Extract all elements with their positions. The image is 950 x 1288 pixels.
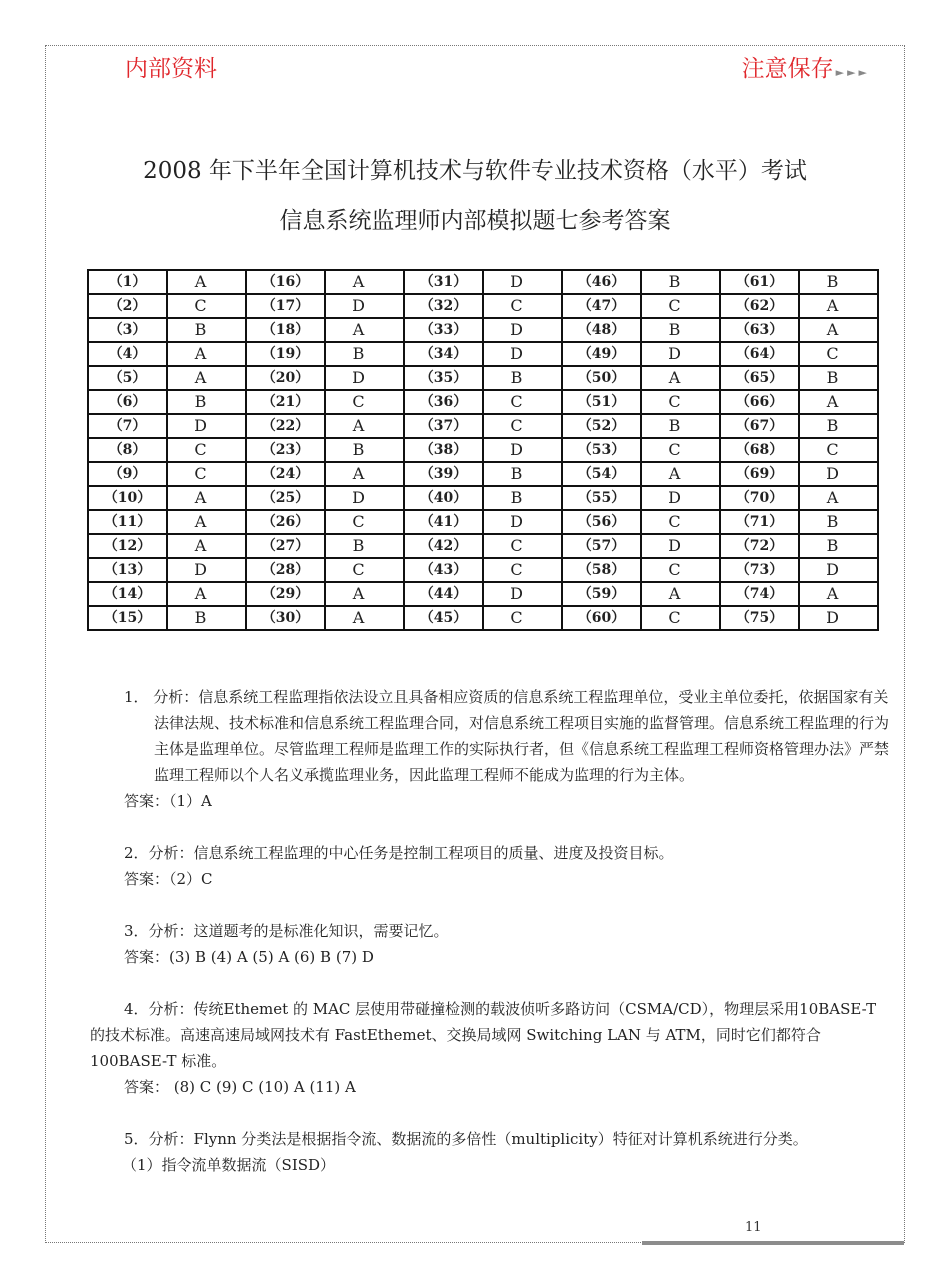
question-number: （54） bbox=[562, 462, 641, 486]
table-row bbox=[88, 462, 878, 486]
answer-value: B bbox=[641, 318, 720, 342]
question-number: （53） bbox=[562, 438, 641, 462]
answer-value: B bbox=[325, 438, 404, 462]
doc-title-line1: 2008 年下半年全国计算机技术与软件专业技术资格（水平）考试 bbox=[143, 158, 807, 184]
question-number: （68） bbox=[720, 438, 799, 462]
question-number: （34） bbox=[404, 342, 483, 366]
answer-value: B bbox=[167, 390, 246, 414]
question-number: （9） bbox=[88, 462, 167, 486]
question-number: （15） bbox=[88, 606, 167, 630]
answer-value: D bbox=[483, 510, 562, 534]
question-number: （28） bbox=[246, 558, 325, 582]
table-row bbox=[88, 486, 878, 510]
question-number: （38） bbox=[404, 438, 483, 462]
question-number: （45） bbox=[404, 606, 483, 630]
question-number: （25） bbox=[246, 486, 325, 510]
question-number: （49） bbox=[562, 342, 641, 366]
answer-value: C bbox=[483, 558, 562, 582]
q2-analysis: 2．分析：信息系统工程监理的中心任务是控制工程项目的质量、进度及投资目标。 bbox=[124, 844, 674, 862]
question-number: （65） bbox=[720, 366, 799, 390]
question-number: （58） bbox=[562, 558, 641, 582]
arrow-icon: ►►► bbox=[835, 66, 870, 79]
answer-value: D bbox=[799, 606, 878, 630]
question-number: （46） bbox=[562, 270, 641, 294]
question-number: （73） bbox=[720, 558, 799, 582]
answer-value: C bbox=[167, 438, 246, 462]
answer-value: C bbox=[641, 606, 720, 630]
header-internal-label: 内部资料 bbox=[125, 56, 217, 82]
question-number: （48） bbox=[562, 318, 641, 342]
question-number: （1） bbox=[88, 270, 167, 294]
answer-value: D bbox=[483, 582, 562, 606]
question-number: （20） bbox=[246, 366, 325, 390]
question-number: （23） bbox=[246, 438, 325, 462]
question-number: （17） bbox=[246, 294, 325, 318]
question-number: （74） bbox=[720, 582, 799, 606]
question-number: （40） bbox=[404, 486, 483, 510]
question-number: （18） bbox=[246, 318, 325, 342]
answer-table bbox=[87, 269, 879, 631]
answer-value: D bbox=[483, 342, 562, 366]
answer-value: A bbox=[325, 414, 404, 438]
question-number: （22） bbox=[246, 414, 325, 438]
answer-value: C bbox=[167, 294, 246, 318]
question-number: （24） bbox=[246, 462, 325, 486]
answer-value: B bbox=[483, 366, 562, 390]
q5-analysis: 5．分析：Flynn 分类法是根据指令流、数据流的多倍性（multiplicity）特征对计算机系统进行分类。 bbox=[124, 1130, 808, 1148]
question-number: （72） bbox=[720, 534, 799, 558]
question-number: （52） bbox=[562, 414, 641, 438]
question-number: （69） bbox=[720, 462, 799, 486]
table-row bbox=[88, 294, 878, 318]
page-number: 11 bbox=[745, 1220, 762, 1235]
question-number: （3） bbox=[88, 318, 167, 342]
question-number: （11） bbox=[88, 510, 167, 534]
question-number: （21） bbox=[246, 390, 325, 414]
question-number: （7） bbox=[88, 414, 167, 438]
question-number: （33） bbox=[404, 318, 483, 342]
answer-value: B bbox=[483, 462, 562, 486]
question-number: （19） bbox=[246, 342, 325, 366]
question-number: （43） bbox=[404, 558, 483, 582]
answer-value: A bbox=[799, 318, 878, 342]
answer-value: D bbox=[799, 558, 878, 582]
question-number: （10） bbox=[88, 486, 167, 510]
question-number: （51） bbox=[562, 390, 641, 414]
table-row bbox=[88, 390, 878, 414]
answer-value: C bbox=[483, 414, 562, 438]
answer-value: A bbox=[325, 318, 404, 342]
question-number: （70） bbox=[720, 486, 799, 510]
answer-value: C bbox=[799, 438, 878, 462]
answer-value: A bbox=[641, 582, 720, 606]
answer-value: C bbox=[325, 558, 404, 582]
analysis-section bbox=[90, 684, 895, 1178]
answer-value: C bbox=[167, 462, 246, 486]
question-number: （55） bbox=[562, 486, 641, 510]
question-number: （27） bbox=[246, 534, 325, 558]
q4-analysis: 4．分析：传统Ethemet 的 MAC 层使用带碰撞检测的载波侦听多路访问（CSMA/CD），物理层采用10BASE-T 的技术标准。高速高速局域网技术有 FastEthemet、交换局域网 Switching LAN 与 ATM，同时它们都符合 100BASE-T 标准。 bbox=[90, 1000, 877, 1070]
answer-value: A bbox=[325, 606, 404, 630]
question-number: （75） bbox=[720, 606, 799, 630]
answer-value: A bbox=[167, 270, 246, 294]
answer-value: C bbox=[483, 294, 562, 318]
answer-value: A bbox=[799, 582, 878, 606]
answer-value: C bbox=[483, 390, 562, 414]
question-number: （13） bbox=[88, 558, 167, 582]
question-number: （41） bbox=[404, 510, 483, 534]
answer-value: B bbox=[167, 606, 246, 630]
question-number: （8） bbox=[88, 438, 167, 462]
answer-value: A bbox=[167, 366, 246, 390]
answer-value: D bbox=[325, 294, 404, 318]
q2-answer: 答案：（2）C bbox=[124, 870, 213, 888]
table-row bbox=[88, 270, 878, 294]
answer-value: A bbox=[167, 486, 246, 510]
answer-value: A bbox=[799, 390, 878, 414]
answer-value: D bbox=[483, 318, 562, 342]
question-number: （71） bbox=[720, 510, 799, 534]
table-row bbox=[88, 606, 878, 630]
question-number: （12） bbox=[88, 534, 167, 558]
answer-value: D bbox=[641, 342, 720, 366]
answer-value: B bbox=[483, 486, 562, 510]
table-row bbox=[88, 342, 878, 366]
answer-value: A bbox=[325, 270, 404, 294]
question-number: （35） bbox=[404, 366, 483, 390]
question-number: （60） bbox=[562, 606, 641, 630]
answer-value: A bbox=[167, 342, 246, 366]
answer-value: A bbox=[641, 366, 720, 390]
question-number: （14） bbox=[88, 582, 167, 606]
answer-value: C bbox=[641, 390, 720, 414]
answer-value: B bbox=[799, 270, 878, 294]
question-number: （56） bbox=[562, 510, 641, 534]
table-row bbox=[88, 534, 878, 558]
answer-value: A bbox=[799, 486, 878, 510]
answer-value: C bbox=[483, 534, 562, 558]
answer-value: A bbox=[167, 510, 246, 534]
answer-value: A bbox=[641, 462, 720, 486]
answer-table-body bbox=[88, 270, 878, 630]
question-number: （57） bbox=[562, 534, 641, 558]
answer-value: B bbox=[799, 414, 878, 438]
question-number: （5） bbox=[88, 366, 167, 390]
answer-value: C bbox=[641, 294, 720, 318]
question-number: （50） bbox=[562, 366, 641, 390]
question-number: （36） bbox=[404, 390, 483, 414]
question-number: （39） bbox=[404, 462, 483, 486]
answer-value: B bbox=[325, 342, 404, 366]
answer-value: C bbox=[641, 558, 720, 582]
answer-value: A bbox=[325, 462, 404, 486]
question-number: （31） bbox=[404, 270, 483, 294]
answer-value: A bbox=[799, 294, 878, 318]
q1-analysis: 1． 分析：信息系统工程监理指依法设立且具备相应资质的信息系统工程监理单位，受业主单位委托，依据国家有关法律法规、技术标准和信息系统工程监理合同，对信息系统工程项目实施的监督管理。信息系统工程监理的行为主体是监理单位。尽管监理工程师是监理工作的实际执行者，但《信息系统工程监理工程师资格管理办法》严禁监理工程师以个人名义承揽监理业务，因此监理工程师不能成为监理的行为主体。 bbox=[124, 688, 890, 784]
answer-value: D bbox=[641, 534, 720, 558]
question-number: （67） bbox=[720, 414, 799, 438]
question-number: （32） bbox=[404, 294, 483, 318]
answer-value: B bbox=[641, 414, 720, 438]
answer-value: A bbox=[167, 534, 246, 558]
answer-value: C bbox=[799, 342, 878, 366]
q1-answer: 答案：（1）A bbox=[124, 792, 212, 810]
header-keep-text: 注意保存 bbox=[741, 56, 834, 82]
answer-value: B bbox=[799, 366, 878, 390]
answer-value: D bbox=[167, 414, 246, 438]
table-row bbox=[88, 558, 878, 582]
question-number: （66） bbox=[720, 390, 799, 414]
question-number: （42） bbox=[404, 534, 483, 558]
question-number: （64） bbox=[720, 342, 799, 366]
answer-value: D bbox=[799, 462, 878, 486]
question-number: （2） bbox=[88, 294, 167, 318]
answer-value: C bbox=[325, 390, 404, 414]
answer-value: A bbox=[167, 582, 246, 606]
answer-value: D bbox=[641, 486, 720, 510]
table-row bbox=[88, 318, 878, 342]
question-number: （37） bbox=[404, 414, 483, 438]
answer-value: C bbox=[641, 510, 720, 534]
answer-value: B bbox=[799, 510, 878, 534]
answer-value: B bbox=[325, 534, 404, 558]
q3-analysis: 3．分析：这道题考的是标准化知识，需要记忆。 bbox=[124, 922, 449, 940]
table-row bbox=[88, 438, 878, 462]
table-row bbox=[88, 582, 878, 606]
question-number: （61） bbox=[720, 270, 799, 294]
q4-answer: 答案： (8) C (9) C (10) A (11) A bbox=[124, 1078, 356, 1096]
question-number: （30） bbox=[246, 606, 325, 630]
question-number: （62） bbox=[720, 294, 799, 318]
question-number: （29） bbox=[246, 582, 325, 606]
answer-value: B bbox=[641, 270, 720, 294]
answer-value: D bbox=[167, 558, 246, 582]
answer-value: D bbox=[483, 270, 562, 294]
answer-value: D bbox=[325, 486, 404, 510]
footer-bar bbox=[642, 1241, 904, 1245]
q3-answer: 答案：(3) B (4) A (5) A (6) B (7) D bbox=[124, 948, 374, 966]
answer-value: A bbox=[325, 582, 404, 606]
answer-value: C bbox=[641, 438, 720, 462]
question-number: （63） bbox=[720, 318, 799, 342]
answer-value: B bbox=[799, 534, 878, 558]
header-keep-label bbox=[742, 50, 870, 83]
answer-value: C bbox=[483, 606, 562, 630]
question-number: （47） bbox=[562, 294, 641, 318]
question-number: （16） bbox=[246, 270, 325, 294]
answer-value: D bbox=[325, 366, 404, 390]
question-number: （44） bbox=[404, 582, 483, 606]
table-row bbox=[88, 510, 878, 534]
table-row bbox=[88, 366, 878, 390]
answer-value: C bbox=[325, 510, 404, 534]
q5-item-sisd: （1）指令流单数据流（SISD） bbox=[122, 1156, 336, 1174]
answer-value: B bbox=[167, 318, 246, 342]
table-row bbox=[88, 414, 878, 438]
question-number: （59） bbox=[562, 582, 641, 606]
question-number: （6） bbox=[88, 390, 167, 414]
doc-title-line2: 信息系统监理师内部模拟题七参考答案 bbox=[279, 208, 671, 234]
question-number: （4） bbox=[88, 342, 167, 366]
answer-value: D bbox=[483, 438, 562, 462]
question-number: （26） bbox=[246, 510, 325, 534]
